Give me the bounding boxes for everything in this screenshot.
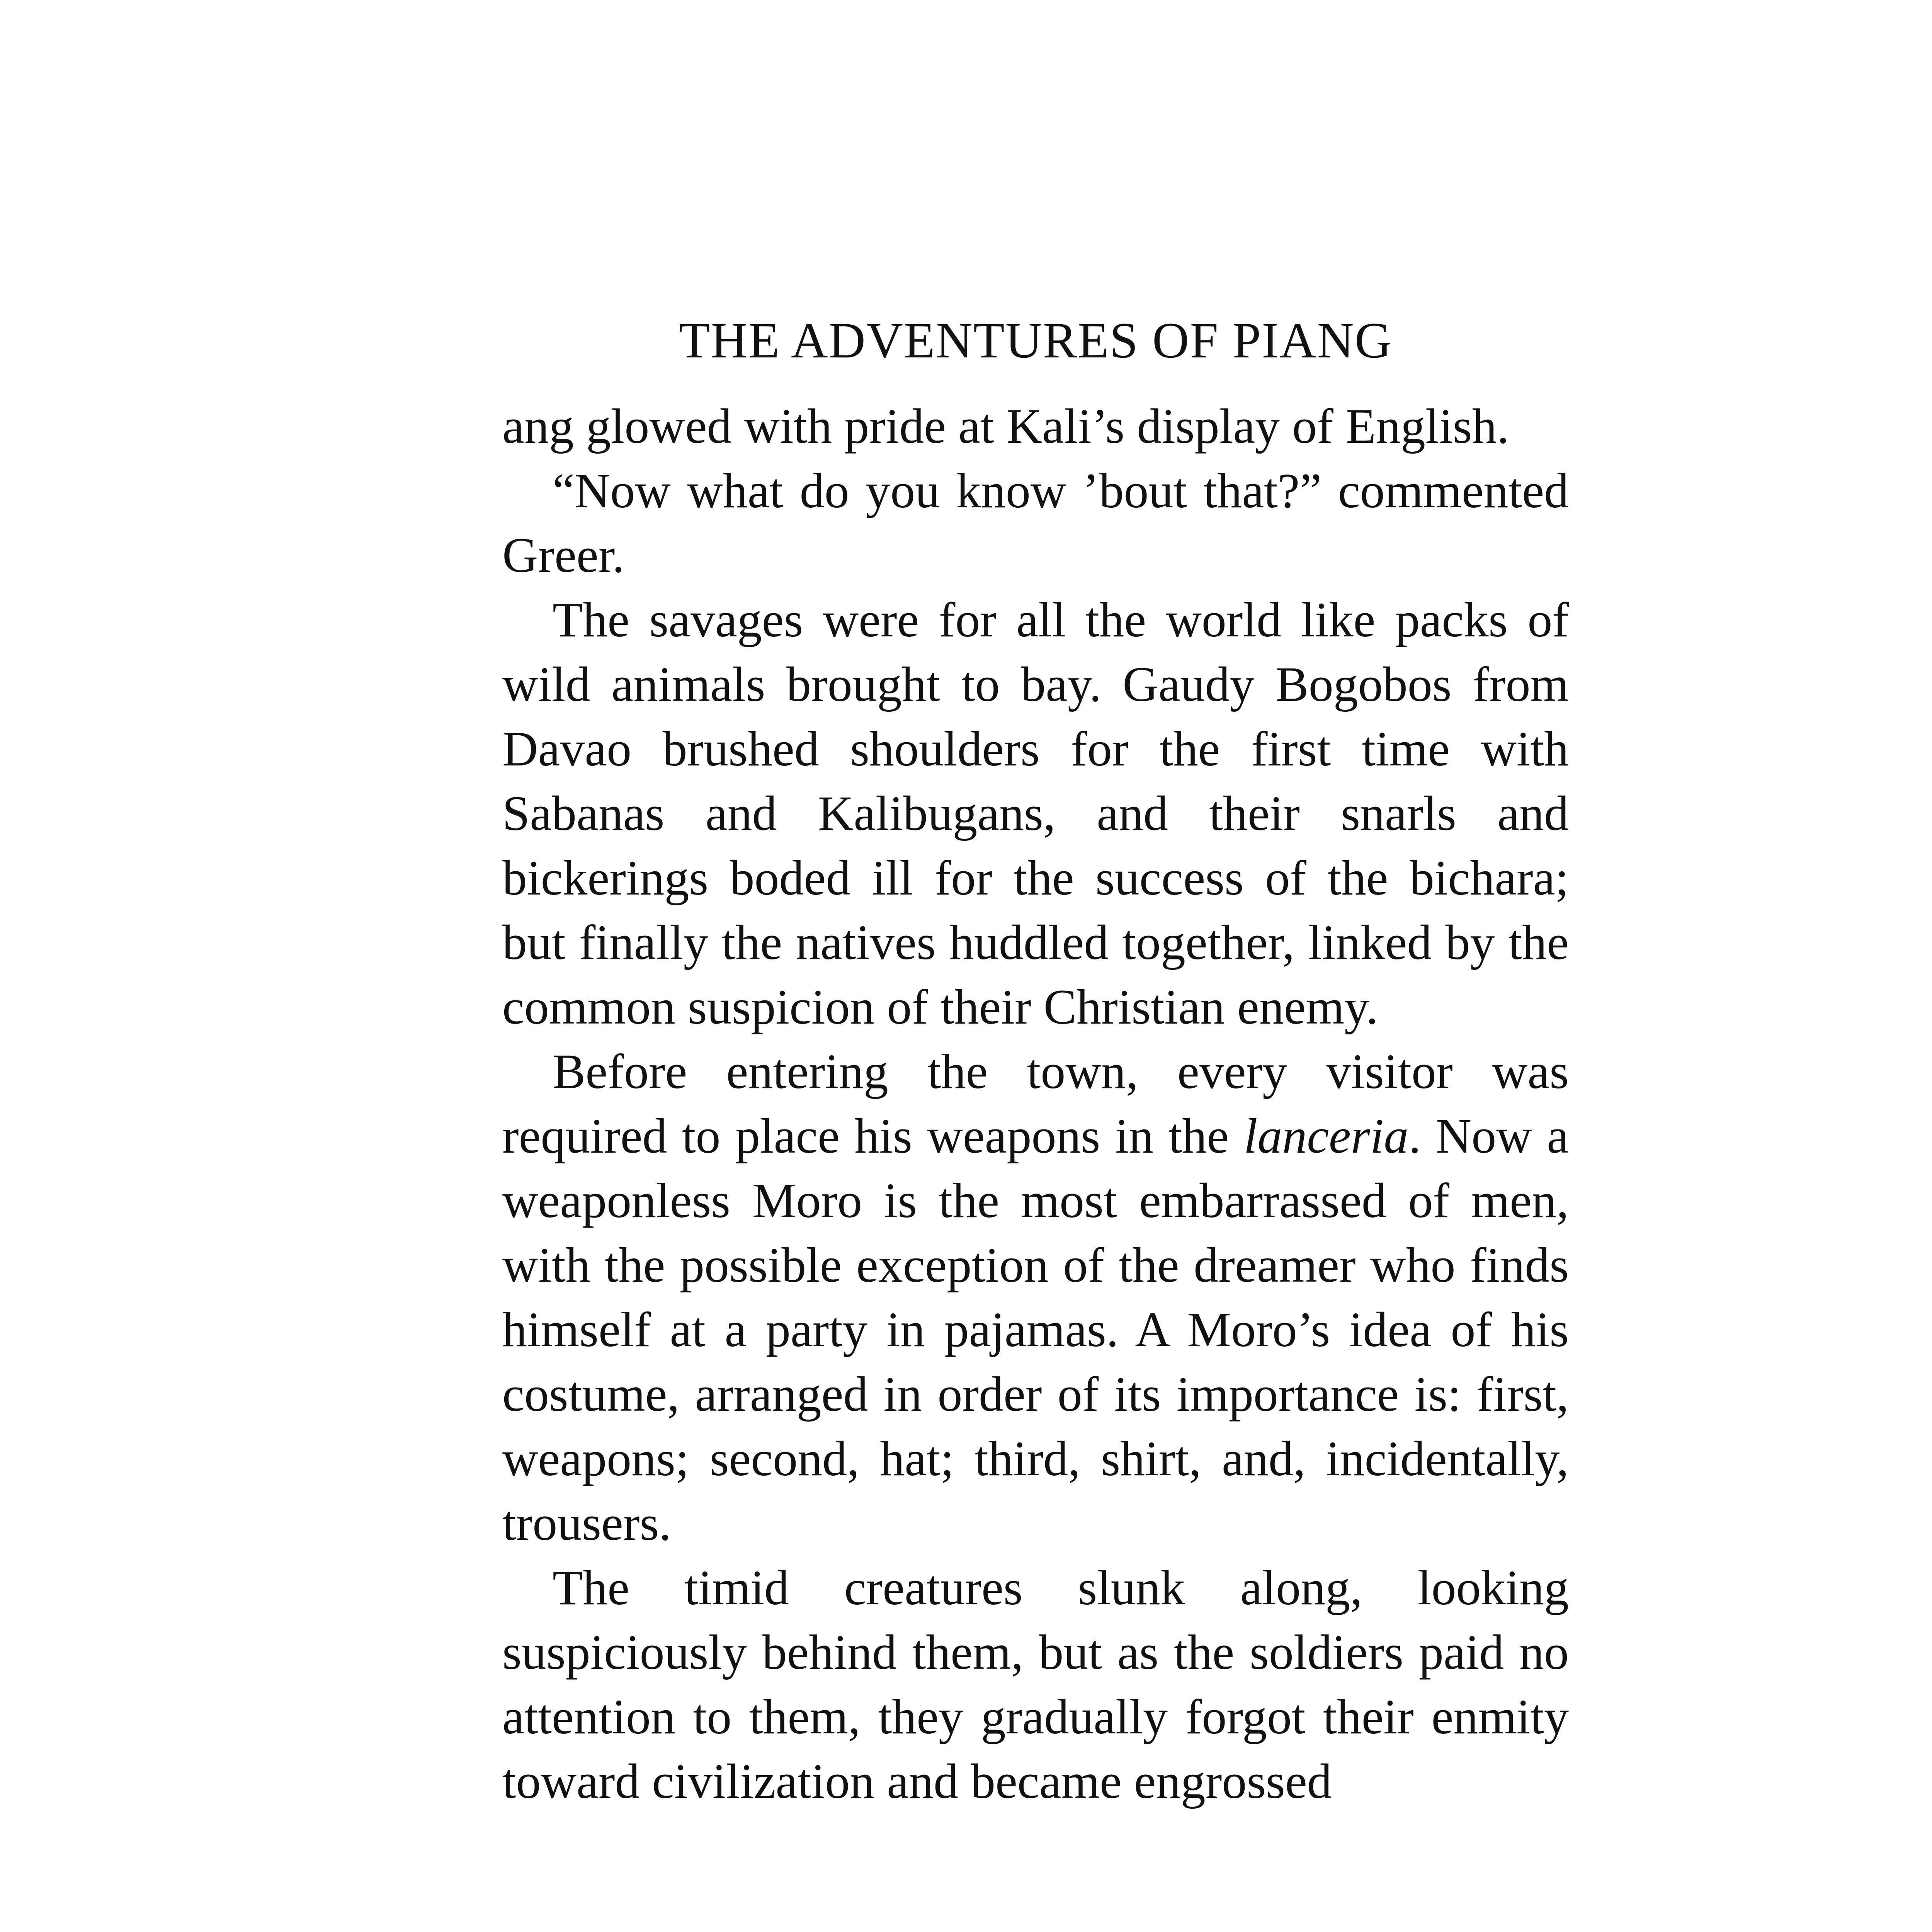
running-title: THE ADVENTURES OF PIANG bbox=[679, 312, 1393, 369]
paragraph bbox=[502, 394, 1569, 459]
paragraph-text: “Now what do you know ’bout that?” commented Greer. bbox=[502, 463, 1569, 583]
paragraph bbox=[502, 1556, 1569, 1814]
paragraph-text: . Now a weaponless Moro is the most embarrassed of men, with the possible exception of the dreamer who finds himself at a party in pajamas. A Moro’s idea of his costume, arranged in order of its importance is: first, weapons; second, hat; third, shirt, and, incidentally, trousers. bbox=[502, 1109, 1569, 1551]
paragraph-text: Before entering the town, every visitor was required to place his weapons in the bbox=[502, 1044, 1569, 1163]
paragraph-text: The timid creatures slunk along, looking suspiciously behind them, but as the soldiers paid no attention to them, they gradually forgot their enmity toward civilization and became engrossed bbox=[502, 1560, 1569, 1809]
paragraph-text: ang glowed with pride at Kali’s display of English. bbox=[502, 399, 1509, 454]
body-text bbox=[502, 394, 1569, 1814]
paragraph bbox=[502, 459, 1569, 588]
paragraph bbox=[502, 588, 1569, 1039]
paragraph bbox=[502, 1039, 1569, 1556]
italic-term: lanceria bbox=[1243, 1109, 1409, 1163]
paragraph-text: The savages were for all the world like packs of wild animals brought to bay. Gaudy Bogobos from Davao brushed shoulders for the first time with Sabanas and Kalibugans, and their snarls and bickerings boded ill for the success of the bichara; but finally the natives huddled together, linked by the common suspicion of their Christian enemy. bbox=[502, 592, 1569, 1034]
